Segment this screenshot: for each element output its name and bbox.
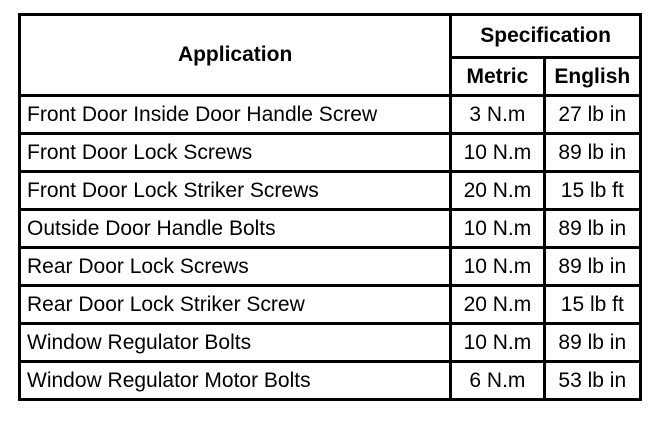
metric-column-header: Metric	[451, 58, 544, 96]
specification-column-header: Specification	[451, 15, 641, 58]
metric-value-cell: 10 N.m	[451, 134, 544, 172]
metric-value-cell: 20 N.m	[451, 172, 544, 210]
application-cell: Front Door Lock Screws	[20, 134, 451, 172]
english-value-cell: 89 lb in	[544, 210, 640, 248]
application-column-header: Application	[20, 15, 451, 96]
table-row	[20, 172, 641, 210]
metric-value-cell: 10 N.m	[451, 324, 544, 362]
table-row	[20, 286, 641, 324]
english-column-header: English	[544, 58, 640, 96]
english-value-cell: 89 lb in	[544, 248, 640, 286]
english-value-cell: 15 lb ft	[544, 286, 640, 324]
english-value-cell: 53 lb in	[544, 362, 640, 400]
application-cell: Rear Door Lock Screws	[20, 248, 451, 286]
table-row	[20, 134, 641, 172]
table-row	[20, 248, 641, 286]
table-row	[20, 96, 641, 134]
metric-value-cell: 10 N.m	[451, 210, 544, 248]
english-value-cell: 15 lb ft	[544, 172, 640, 210]
application-cell: Window Regulator Bolts	[20, 324, 451, 362]
application-cell: Window Regulator Motor Bolts	[20, 362, 451, 400]
metric-value-cell: 10 N.m	[451, 248, 544, 286]
english-value-cell: 89 lb in	[544, 324, 640, 362]
table-row	[20, 210, 641, 248]
metric-value-cell: 6 N.m	[451, 362, 544, 400]
metric-value-cell: 20 N.m	[451, 286, 544, 324]
table-row	[20, 362, 641, 400]
fastener-torque-spec-table	[18, 13, 642, 401]
application-cell: Front Door Lock Striker Screws	[20, 172, 451, 210]
table-header-row	[20, 15, 641, 58]
application-cell: Front Door Inside Door Handle Screw	[20, 96, 451, 134]
metric-value-cell: 3 N.m	[451, 96, 544, 134]
english-value-cell: 27 lb in	[544, 96, 640, 134]
application-cell: Rear Door Lock Striker Screw	[20, 286, 451, 324]
application-cell: Outside Door Handle Bolts	[20, 210, 451, 248]
table-row	[20, 324, 641, 362]
english-value-cell: 89 lb in	[544, 134, 640, 172]
